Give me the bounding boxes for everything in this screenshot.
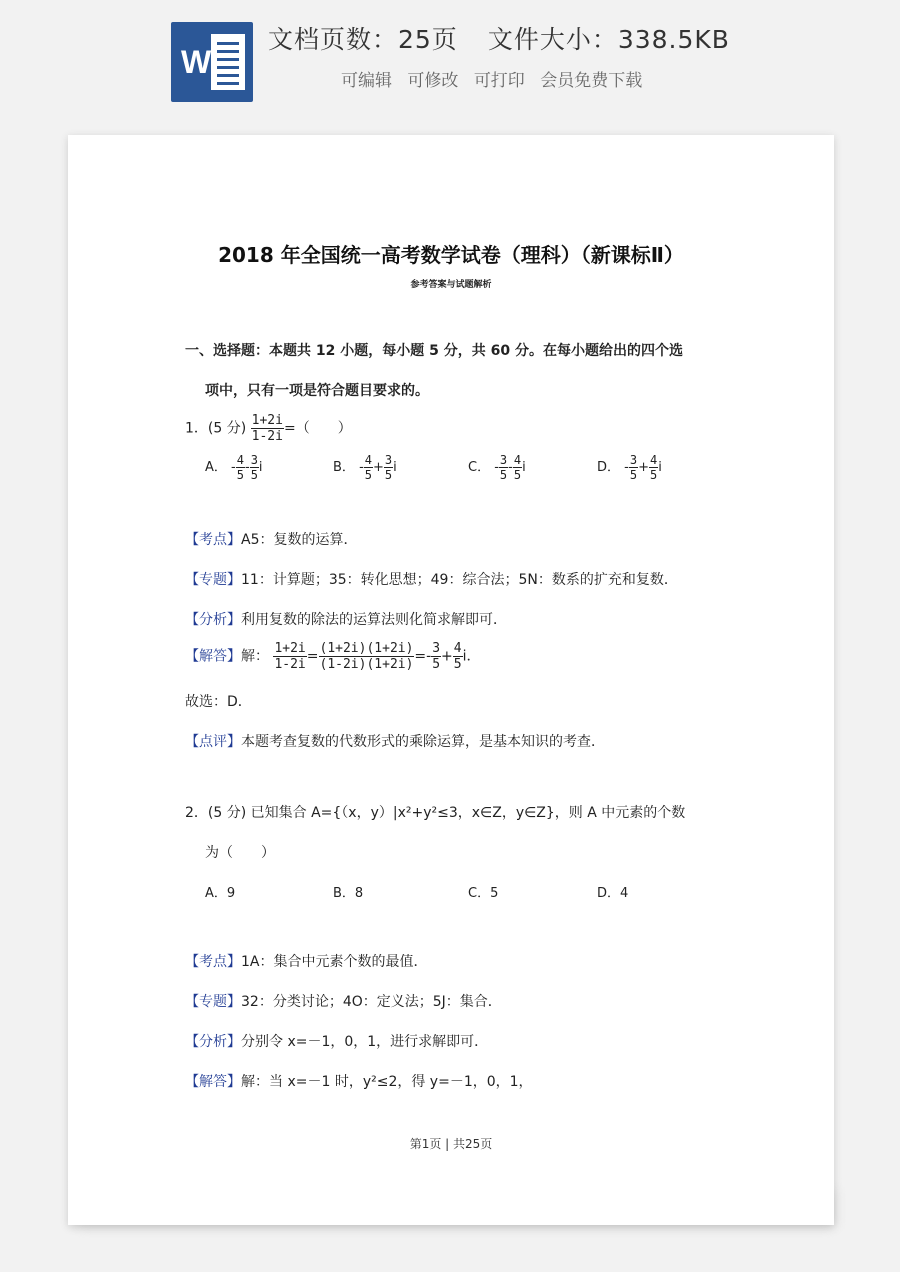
q1-answer: 故选：D． bbox=[185, 694, 252, 710]
question-2-option-c: C．5 bbox=[468, 886, 499, 901]
section-heading-line1: 一、选择题：本题共 12 小题，每小题 5 分，共 60 分。在每小题给出的四个选 bbox=[185, 343, 683, 359]
document-title: 2018 年全国统一高考数学试卷（理科）（新课标Ⅱ） bbox=[218, 243, 684, 267]
section-heading-line2: 项中，只有一项是符合题目要求的。 bbox=[205, 383, 429, 399]
question-1-stem: 1．(5 分) $\frac{1+2i}{1-2i}$ =（ ） bbox=[185, 413, 352, 444]
question-2-stem-line1: 2．(5 分) 已知集合 A={（x，y）|x²+y²≤3，x∈Z，y∈Z}，则 A 中元素的个数 bbox=[185, 805, 686, 821]
feature-list bbox=[341, 66, 652, 91]
q1-jieda: 【解答】解： $\frac{1+2i}{1-2i}$ = $\frac{(1+2i)(1+2i)}{(1-2i)(1+2i)}$ =- $\frac{3}{5}$ + $\frac{4}{5}$ i． bbox=[185, 641, 481, 672]
q2-fenxi: 【分析】分别令 x=－1，0，1，进行求解即可． bbox=[185, 1034, 489, 1050]
q1-zhuanti: 【专题】11：计算题；35：转化思想；49：综合法；5N：数系的扩充和复数． bbox=[185, 572, 678, 588]
question-2-stem-line2: 为（ ） bbox=[205, 845, 275, 861]
feature-modifiable: 可修改 bbox=[407, 71, 459, 91]
word-letter: W bbox=[181, 44, 212, 80]
page-footer: 第1页 | 共25页 bbox=[409, 1137, 493, 1151]
q1-fenxi: 【分析】利用复数的除法的运算法则化简求解即可． bbox=[185, 612, 507, 628]
feature-free-download: 会员免费下载 bbox=[540, 71, 643, 91]
feature-printable: 可打印 bbox=[473, 71, 525, 91]
q1-kaodian: 【考点】A5：复数的运算． bbox=[185, 532, 358, 548]
question-1-option-d: D． - $\frac{3}{5}$ + $\frac{4}{5}$ i bbox=[597, 453, 662, 482]
question-1-fraction: $\frac{1+2i}{1-2i}$ bbox=[251, 413, 283, 444]
question-2-option-b: B．8 bbox=[333, 886, 364, 901]
question-1-option-c: C． - $\frac{3}{5}$ - $\frac{4}{5}$ i bbox=[468, 453, 526, 482]
file-size: 文件大小：338.5KB bbox=[487, 25, 730, 54]
file-info bbox=[268, 20, 730, 56]
word-document-icon bbox=[171, 22, 253, 102]
page-lines-icon bbox=[211, 34, 245, 90]
page-count: 文档页数：25页 bbox=[268, 25, 458, 54]
feature-editable: 可编辑 bbox=[341, 71, 392, 91]
q2-zhuanti: 【专题】32：分类讨论；4O：定义法；5J：集合． bbox=[185, 994, 502, 1010]
header bbox=[0, 0, 900, 115]
q1-dianping: 【点评】本题考查复数的代数形式的乘除运算，是基本知识的考查． bbox=[185, 734, 605, 750]
q2-jieda: 【解答】解：当 x=－1 时，y²≤2，得 y=－1，0，1， bbox=[185, 1074, 533, 1090]
q2-kaodian: 【考点】1A：集合中元素个数的最值． bbox=[185, 954, 428, 970]
document-page bbox=[68, 135, 834, 1225]
question-2-option-a: A．9 bbox=[205, 886, 236, 901]
question-1-option-a: A． - $\frac{4}{5}$ - $\frac{3}{5}$ i bbox=[205, 453, 263, 482]
question-2-option-d: D．4 bbox=[597, 886, 629, 901]
document-subtitle: 参考答案与试题解析 bbox=[410, 280, 492, 290]
question-1-option-b: B． - $\frac{4}{5}$ + $\frac{3}{5}$ i bbox=[333, 453, 397, 482]
